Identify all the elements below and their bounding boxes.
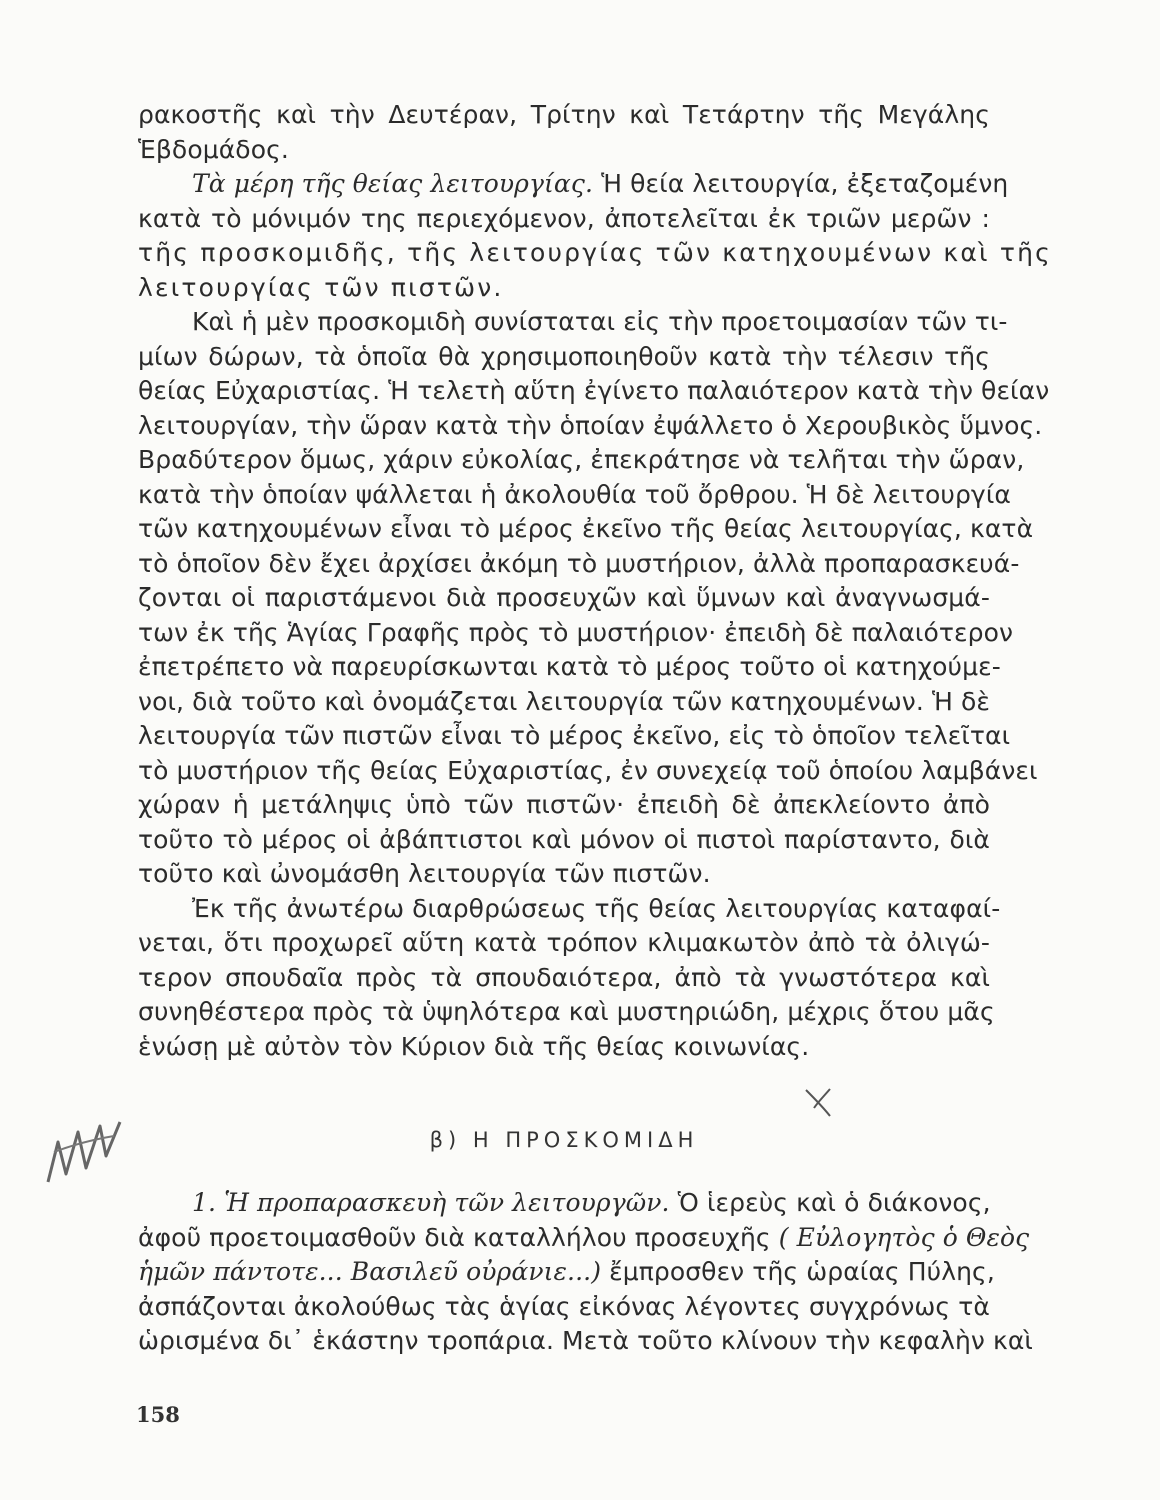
body-text	[138, 98, 1053, 1064]
text-span: ἔμπροσθεν τῆς ὡραίας Πύλης,	[601, 1257, 995, 1286]
text-line: λειτουργίαν, τὴν ὥραν κατὰ τὴν ὁποίαν ἐψάλλετο ὁ Χερουβικὸς ὕμνος.	[138, 410, 1043, 440]
text-line: τερον σπουδαῖα πρὸς τὰ σπουδαιότερα, ἀπὸ τὰ γνωστότερα καὶ	[138, 962, 990, 992]
text-line: ὡρισμένα δι᾽ ἑκάστην τροπάρια. Μετὰ τοῦτο κλίνουν τὴν κεφαλὴν καὶ	[138, 1326, 1033, 1355]
text-line: Βραδύτερον ὅμως, χάριν εὐκολίας, ἐπεκράτησε νὰ τελῆται τὴν ὥραν,	[138, 445, 1025, 474]
text-line: τοῦτο καὶ ὠνομάσθη λειτουργία τῶν πιστῶν.	[138, 859, 711, 888]
text-line: των ἐκ τῆς Ἁγίας Γραφῆς πρὸς τὸ μυστήριον· ἐπειδὴ δὲ παλαιότερον	[138, 617, 1014, 647]
text-line: νοι, διὰ τοῦτο καὶ ὀνομάζεται λειτουργία τῶν κατηχουμένων. Ἡ δὲ	[138, 686, 990, 716]
text-line: τῶν κατηχουμένων εἶναι τὸ μέρος ἐκεῖνο τῆς θείας λειτουργίας, κατὰ	[138, 514, 1034, 543]
text-line	[138, 1221, 1030, 1256]
text-line: μίων δώρων, τὰ ὁποῖα θὰ χρησιμοποιηθοῦν κατὰ τὴν τέλεσιν τῆς	[138, 341, 990, 371]
pencil-scribble-icon	[40, 1112, 130, 1192]
pencil-x-mark-icon	[800, 1086, 840, 1120]
text-line: νεται, ὅτι προχωρεῖ αὕτη κατὰ τρόπον κλιμακωτὸν ἀπὸ τὰ ὀλιγώ-	[138, 928, 990, 957]
text-span: Ἡ θεία λειτουργία, ἐξεταζομένη	[593, 169, 1009, 198]
text-line: ἀσπάζονται ἀκολούθως τὰς ἁγίας εἰκόνας λέγοντες συγχρόνως τὰ	[138, 1291, 990, 1321]
text-line: τῆς προσκομιδῆς, τῆς λειτουργίας τῶν κατηχουμένων καὶ τῆς	[138, 238, 1053, 267]
text-line: κατὰ τὸ μόνιμόν της περιεχόμενον, ἀποτελεῖται ἐκ τριῶν μερῶν :	[138, 203, 990, 233]
text-line: ζονται οἱ παριστάμενοι διὰ προσευχῶν καὶ ὕμνων καὶ ἀναγνωσμά-	[138, 583, 990, 612]
text-span: ἀφοῦ προετοιμασθοῦν διὰ καταλλήλου προσευχῆς	[138, 1222, 779, 1252]
text-line: Ἑβδομάδος.	[138, 134, 289, 164]
text-span: Ὁ ἱερεὺς καὶ ὁ διάκονος,	[669, 1188, 991, 1217]
text-line	[138, 1255, 995, 1290]
section-heading: β) Η ΠΡΟΣΚΟΜΙΔΗ	[429, 1128, 699, 1152]
subsection-title-italic: 1. Ἡ προπαρασκευὴ τῶν λειτουργῶν.	[192, 1188, 670, 1217]
text-line: θείας Εὐχαριστίας. Ἡ τελετὴ αὕτη ἐγίνετο παλαιότερον κατὰ τὴν θείαν	[138, 376, 1050, 405]
italic-span: ἡμῶν πάντοτε... Βασιλεῦ οὐράνιε...)	[138, 1257, 602, 1286]
italic-span: ( Εὐλογητὸς ὁ Θεὸς	[778, 1222, 1030, 1252]
text-line: λειτουργίας τῶν πιστῶν.	[138, 272, 504, 302]
body-text-2	[138, 1186, 1033, 1359]
text-line: συνηθέστερα πρὸς τὰ ὑψηλότερα καὶ μυστηριώδη, μέχρις ὅτου μᾶς	[138, 997, 995, 1026]
text-line: ἐπετρέπετο νὰ παρευρίσκωνται κατὰ τὸ μέρος τοῦτο οἱ κατηχούμε-	[138, 652, 1001, 681]
text-line: χώραν ἡ μετάληψις ὑπὸ τῶν πιστῶν· ἐπειδὴ δὲ ἀπεκλείοντο ἀπὸ	[138, 790, 990, 819]
text-line: ἑνώσῃ μὲ αὐτὸν τὸν Κύριον διὰ τῆς θείας κοινωνίας.	[138, 1031, 810, 1061]
text-line: τοῦτο τὸ μέρος οἱ ἀβάπτιστοι καὶ μόνον οἱ πιστοὶ παρίσταντο, διὰ	[138, 824, 990, 854]
text-line: Καὶ ἡ μὲν προσκομιδὴ συνίσταται εἰς τὴν προετοιμασίαν τῶν τι-	[192, 307, 1008, 336]
text-line: τὸ ὁποῖον δὲν ἔχει ἀρχίσει ἀκόμη τὸ μυστήριον, ἀλλὰ προπαρασκευά-	[138, 548, 1020, 578]
text-line: κατὰ τὴν ὁποίαν ψάλλεται ἡ ἀκολουθία τοῦ ὄρθρου. Ἡ δὲ λειτουργία	[138, 479, 1011, 509]
text-line: Ἐκ τῆς ἀνωτέρω διαρθρώσεως τῆς θείας λειτουργίας καταφαί-	[192, 893, 1001, 923]
text-line: τὸ μυστήριον τῆς θείας Εὐχαριστίας, ἐν συνεχείᾳ τοῦ ὁποίου λαμβάνει	[138, 755, 1038, 785]
section-title-italic: Τὰ μέρη τῆς θείας λειτουργίας.	[192, 169, 594, 198]
text-line: λειτουργία τῶν πιστῶν εἶναι τὸ μέρος ἐκεῖνο, εἰς τὸ ὁποῖον τελεῖται	[138, 721, 1011, 750]
text-line	[138, 1186, 990, 1221]
text-line: ρακοστῆς καὶ τὴν Δευτέραν, Τρίτην καὶ Τετάρτην τῆς Μεγάλης	[138, 100, 990, 129]
page-number: 158	[136, 1402, 180, 1427]
text-line	[138, 167, 1009, 202]
